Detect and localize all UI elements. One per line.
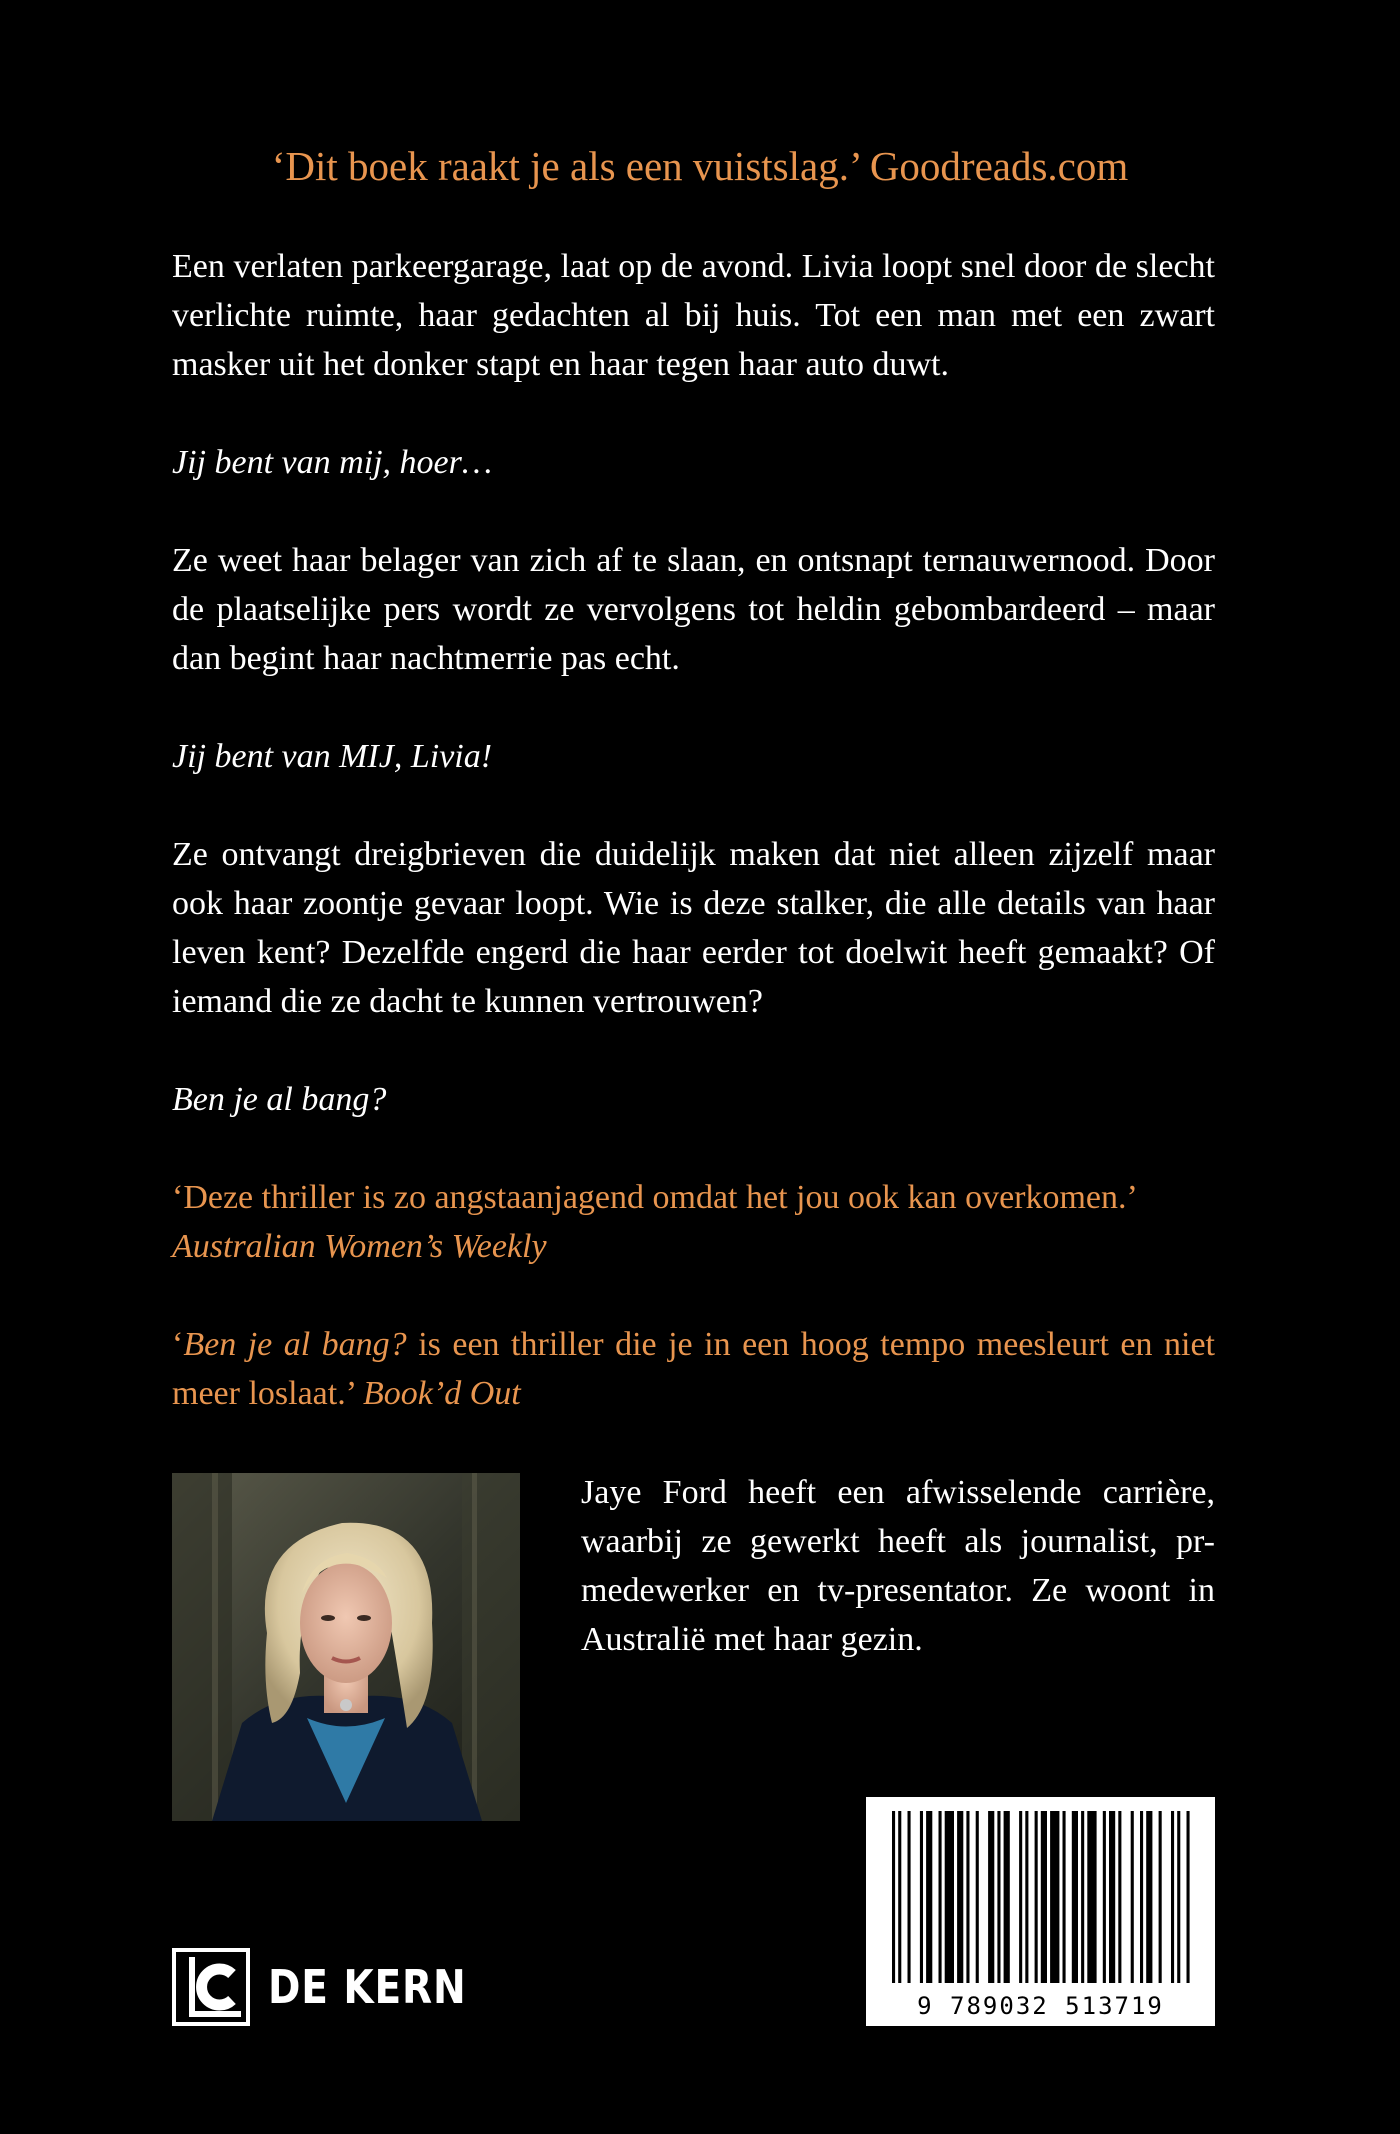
blurb-italic-3: Ben je al bang? <box>172 1081 387 1118</box>
review-1-quote: ‘Deze thriller is zo angstaanjagend omdat het jou ook kan overkomen.’ <box>172 1179 1138 1216</box>
isbn-number: 9 789032 513719 <box>917 1992 1164 2020</box>
blurb-paragraph-3: Ze ontvangt dreigbrieven die duidelijk maken dat niet alleen zijzelf maar ook haar zoontje gevaar loopt. Wie is deze stalker, die alle details van haar leven kent? Dezelfde engerd die haar eerder tot doelwit heeft gemaakt? Of iemand die ze dacht te kunnen vertrouwen? <box>172 836 1215 1020</box>
author-photo <box>172 1473 520 1821</box>
publisher-logo <box>172 1947 502 2027</box>
blurb-paragraph-1: Een verlaten parkeergarage, laat op de avond. Livia loopt snel door de slecht verlichte ruimte, haar gedachten al bij huis. Tot een man met een zwart masker uit het donker stapt en haar tegen haar auto duwt. <box>172 248 1215 383</box>
review-2-source: Book’d Out <box>363 1375 521 1412</box>
author-portrait-image <box>172 1473 520 1821</box>
blurb-column <box>172 242 1215 1418</box>
barcode <box>866 1797 1215 2026</box>
publisher-name: DE KERN <box>268 1960 467 2014</box>
review-1 <box>172 1173 1215 1271</box>
headline-quote: ‘Dit boek raakt je als een vuistslag.’ Goodreads.com <box>271 143 1129 189</box>
review-1-source: Australian Women’s Weekly <box>172 1228 547 1265</box>
author-bio: Jaye Ford heeft een afwisselende carrière, waarbij ze gewerkt heeft als journalist, pr-medewerker en tv-presentator. Ze woont in Australië met haar gezin. <box>581 1474 1215 1658</box>
blurb-paragraph-2: Ze weet haar belager van zich af te slaan, en ontsnapt ternauwernood. Door de plaatselijke pers wordt ze vervolgens tot heldin gebombardeerd – maar dan begint haar nachtmerrie pas echt. <box>172 542 1215 677</box>
blurb-italic-1: Jij bent van mij, hoer… <box>172 444 493 481</box>
review-2-title: Ben je al bang? <box>183 1326 407 1363</box>
review-2-text: is een thriller die je in een hoog tempo meesleurt en niet meer loslaat.’ <box>172 1326 1216 1412</box>
review-2 <box>172 1320 1215 1418</box>
publisher-logo-icon <box>172 1948 250 2026</box>
blurb-italic-2: Jij bent van MIJ, Livia! <box>172 738 493 775</box>
review-2-open-quote: ‘ <box>172 1326 184 1363</box>
